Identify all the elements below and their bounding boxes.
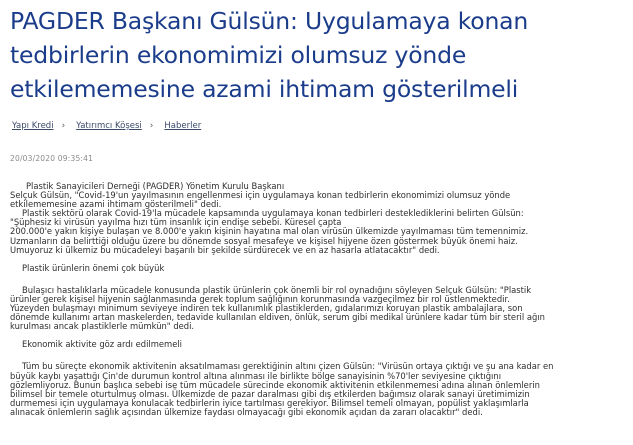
body-line: Bulaşıcı hastalıklarla mücadele konusunda plastik ürünlerin çok önemli bir rol oynadığını söyleyen Selçuk Gülsün: "Plastik [22, 284, 532, 295]
article-date: 20/03/2020 09:35:41 [10, 154, 94, 163]
article-title: PAGDER Başkanı Gülsün: Uygulamaya konan tedbirlerin ekonomimizi olumsuz yönde etkilememesine azami ihtimam gösterilmeli [10, 7, 529, 103]
body-line: Plastik sektörü olarak Covid-19'la mücadele kapsamında uygulamaya konan tedbirleri desteklediklerini belirten Gülsün: [22, 208, 524, 219]
body-line: kurulması ancak plastiklerle mümkün" dedi. [10, 321, 195, 332]
body-line: alınacak önlemlerin sağlık açısından ülkemize faydası olmayacağı gibi ekonomik açıdan da zararı olacaktır" dedi. [10, 406, 483, 417]
body-line: Uzmanların da belirttiği olduğu üzere bu dönemde sosyal mesafeye ve kişisel hijyene özen göstermek büyük önemi haiz. [10, 235, 518, 246]
body-line: Yüzeyden bulaşmayı minimum seviyeye indiren tek kullanımlık plastiklerden, gıdalarımızı koruyan plastik ambalajlara, son [10, 303, 523, 314]
breadcrumb-link-haberler[interactable]: Haberler [164, 121, 202, 131]
body-line: Selçuk Gülsün, "Covid-19'un yayılmasının engellenmesi için uygulamaya konan tedbirlerin ekonomimizi olumsuz yönde [10, 190, 511, 201]
body-line: dönemde kullanımı artan maskelerden, tedavide kullanılan eldiven, önlük, serum gibi medikal ürünlere kadar tüm bir steril ağın [10, 312, 545, 323]
body-line: bilimsel bir temele oturtulmuş olması. Ülkemizde de pazar daralması gibi dış etkilerden bağımsız olarak sanayi üretimimizin [10, 388, 530, 399]
article-body [10, 182, 625, 417]
body-line: Plastik Sanayicileri Derneği (PAGDER) Yönetim Kurulu Başkanı [26, 181, 285, 191]
section-heading: Plastik ürünlerin önemi çok büyük [22, 262, 165, 273]
body-line: Tüm bu süreçte ekonomik aktivitenin aksatılmaması gerektiğinin altını çizen Gülsün: "Virüsün ortaya çıktığı ve şu ana kadar en [22, 361, 554, 372]
body-line: 200.000'e yakın kişiye bulaşan ve 8.000'e yakın kişinin hayatına mal olan virüsün ülkemizde yayılmaması tüm temennimiz. [10, 226, 529, 237]
section-heading: Ekonomik aktivite göz ardı edilmemeli [22, 339, 182, 350]
breadcrumb-link-yapi-kredi[interactable]: Yapı Kredi [12, 121, 54, 131]
body-line: etkilememesine azami ihtimam gösterilmeli" dedi. [10, 199, 222, 210]
breadcrumb-separator: › [149, 121, 154, 131]
breadcrumb-separator: › [61, 121, 66, 131]
body-line: Umuyoruz ki ülkemiz bu mücadeleyi başarılı bir şekilde sürdürecek ve en az hasarla atlatacaktır" dedi. [10, 244, 440, 255]
breadcrumb-link-yatirimci-kosesi[interactable]: Yatırımcı Köşesi [76, 121, 142, 131]
body-line: gözlemliyoruz. Bunun başlıca sebebi ise tüm mücadele sürecinde ekonomik aktivitenin etkilenmemesi adına alınan önlemlerin [10, 379, 540, 390]
body-line: büyük kaybı yaşattığı Çin'de durumun kontrol altına alınması ile birlikte bölge sanayisinin %70'ler seviyesine çıktığını [10, 370, 502, 381]
body-line: "Şüphesiz ki virüsün yayılma hızı tüm insanlık için endişe sebebi. Küresel çapta [10, 217, 342, 228]
body-line: ürünler gerek kişisel hijyenin sağlanmasında gerek toplum sağlığının korunmasında vazgeçilmez bir rol üstlenmektedir. [10, 293, 510, 304]
breadcrumb [12, 121, 201, 131]
body-line: durmemesi için uygulamaya konulacak tedbirlerin iyice tartılması gerekiyor. Bilimsel temeli olmayan, popülist yaklaşımlarla [10, 397, 529, 408]
